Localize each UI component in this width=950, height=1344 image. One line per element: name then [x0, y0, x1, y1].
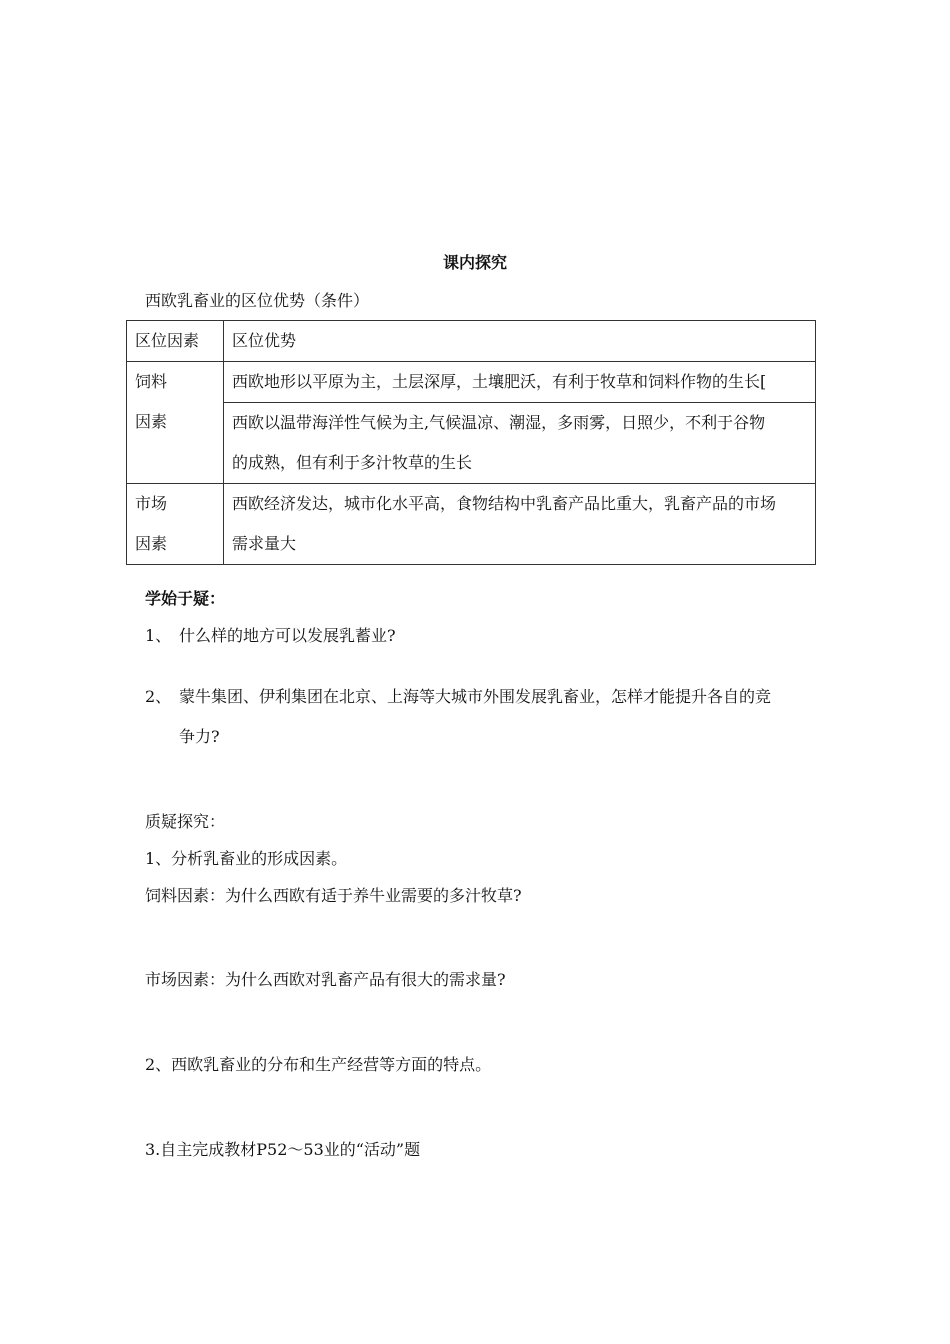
- questions-heading: 学始于疑：: [145, 589, 226, 608]
- explore-item-1: 1、分析乳畜业的形成因素。: [145, 849, 348, 868]
- feed-climate-cell: 西欧以温带海洋性气候为主,气候温凉、潮湿，多雨雾，日照少，不利于谷物 的成熟，但有利于多汁牧草的生长: [224, 403, 816, 484]
- feed-factor-question: 饲料因素：为什么西欧有适于养牛业需要的多汁牧草?: [145, 886, 522, 905]
- row-label-market: 市场 因素: [127, 484, 224, 565]
- market-factor-question: 市场因素：为什么西欧对乳畜产品有很大的需求量?: [145, 970, 506, 989]
- explore-item-2: 2、西欧乳畜业的分布和生产经营等方面的特点。: [145, 1055, 492, 1074]
- table-header-row: [127, 321, 816, 362]
- question-2: 2、 蒙牛集团、伊利集团在北京、上海等大城市外围发展乳畜业，怎样才能提升各自的竞: [145, 687, 772, 706]
- table-row-market: [127, 484, 816, 565]
- explore-item-3: 3.自主完成教材P52～53业的“活动”题: [145, 1140, 421, 1159]
- feed-terrain-cell: 西欧地形以平原为主，土层深厚，土壤肥沃，有利于牧草和饲料作物的生长[: [224, 362, 816, 403]
- section-title: 课内探究: [442, 253, 507, 272]
- table-row-feed-2: [127, 403, 816, 484]
- row-label-feed: 饲料 因素: [127, 362, 224, 484]
- table-row-feed-1: [127, 362, 816, 403]
- table-caption: 西欧乳畜业的区位优势（条件）: [145, 291, 370, 310]
- header-cell-factor: 区位因素: [127, 321, 224, 362]
- header-cell-advantage: 区位优势: [224, 321, 816, 362]
- question-2-continued: 争力?: [179, 727, 220, 746]
- question-1: 1、 什么样的地方可以发展乳蓄业?: [145, 626, 396, 645]
- location-advantage-table: [126, 320, 816, 565]
- explore-heading: 质疑探究：: [145, 812, 226, 831]
- market-cell: 西欧经济发达，城市化水平高，食物结构中乳畜产品比重大，乳畜产品的市场 需求量大: [224, 484, 816, 565]
